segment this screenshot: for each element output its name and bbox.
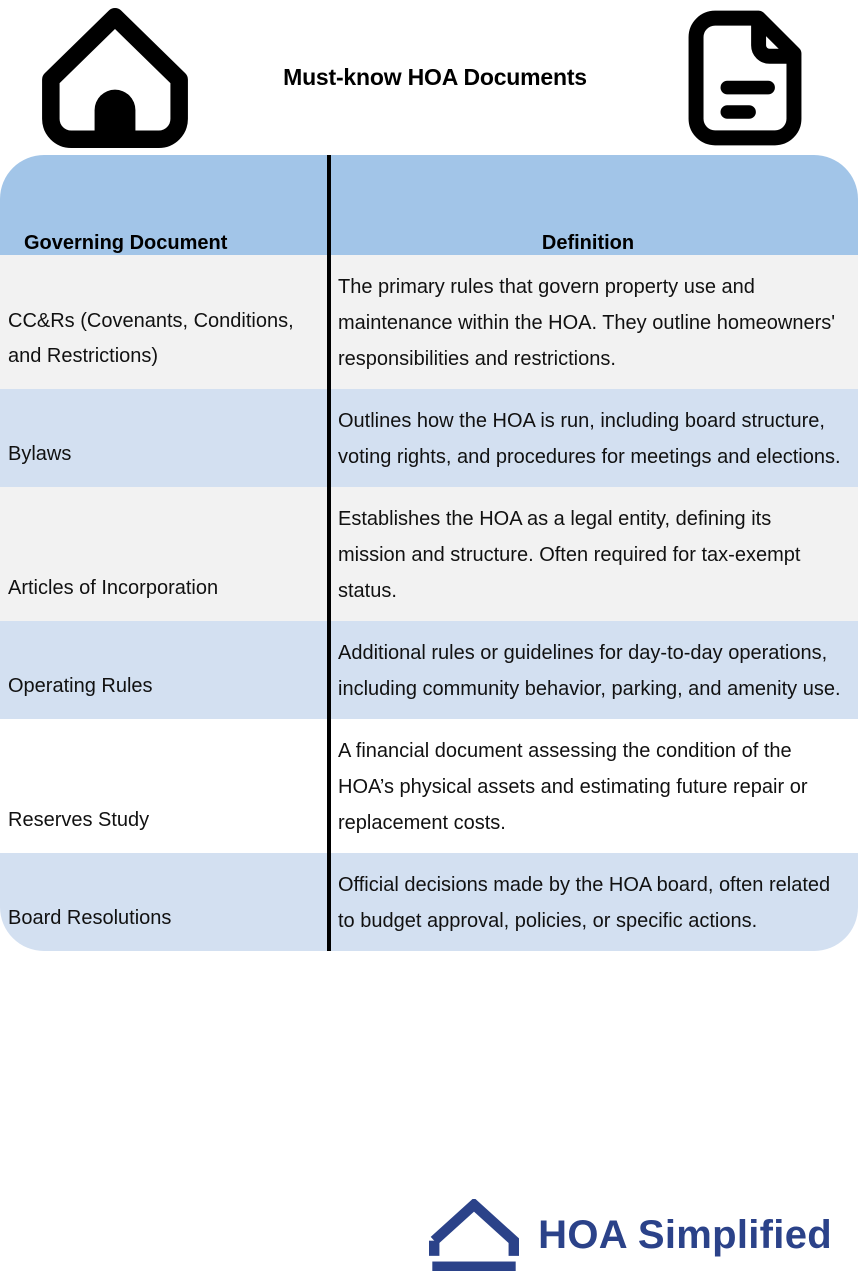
table-header-row — [0, 155, 858, 255]
table-body — [0, 255, 858, 951]
cell-governing-document: Bylaws — [8, 443, 72, 466]
cell-governing-document: Articles of Incorporation — [8, 577, 219, 600]
brand-name: HOA Simplified — [538, 1212, 832, 1257]
cell-definition: Outlines how the HOA is run, including board structure, voting rights, and procedures for meetings and elections. — [338, 410, 841, 468]
table-row — [0, 719, 858, 853]
column-header-governing-document: Governing Document — [24, 232, 228, 254]
table-row — [0, 487, 858, 621]
cell-definition: Official decisions made by the HOA board, often related to budget approval, policies, or specific actions. — [338, 874, 831, 932]
cell-definition: Additional rules or guidelines for day-to-day operations, including community behavior, parking, and amenity use. — [338, 642, 841, 700]
table-row — [0, 853, 858, 951]
cell-governing-document: Reserves Study — [8, 809, 150, 832]
cell-definition: The primary rules that govern property use and maintenance within the HOA. They outline homeowners' responsibilities and restrictions. — [338, 276, 836, 370]
table-row — [0, 389, 858, 487]
page-title: Must-know HOA Documents — [283, 64, 587, 90]
document-icon — [680, 8, 810, 148]
table-header — [0, 155, 858, 255]
hoa-documents-table-wrapper — [0, 155, 858, 951]
cell-governing-document: Board Resolutions — [8, 907, 172, 930]
house-outline-logo-icon — [426, 1199, 522, 1271]
page-header — [0, 0, 858, 155]
page-footer — [0, 1190, 858, 1280]
cell-governing-document: CC&Rs (Covenants, Conditions, and Restrictions) — [8, 309, 294, 368]
cell-definition: Establishes the HOA as a legal entity, defining its mission and structure. Often required for tax-exempt status. — [338, 508, 801, 602]
cell-definition: A financial document assessing the condition of the HOA’s physical assets and estimating future repair or replacement costs. — [338, 740, 808, 834]
table-row — [0, 255, 858, 389]
brand-lockup — [426, 1199, 832, 1271]
home-icon — [40, 8, 190, 148]
column-header-definition: Definition — [541, 232, 635, 254]
cell-governing-document: Operating Rules — [8, 675, 153, 698]
hoa-documents-table — [0, 155, 858, 951]
table-row — [0, 621, 858, 719]
